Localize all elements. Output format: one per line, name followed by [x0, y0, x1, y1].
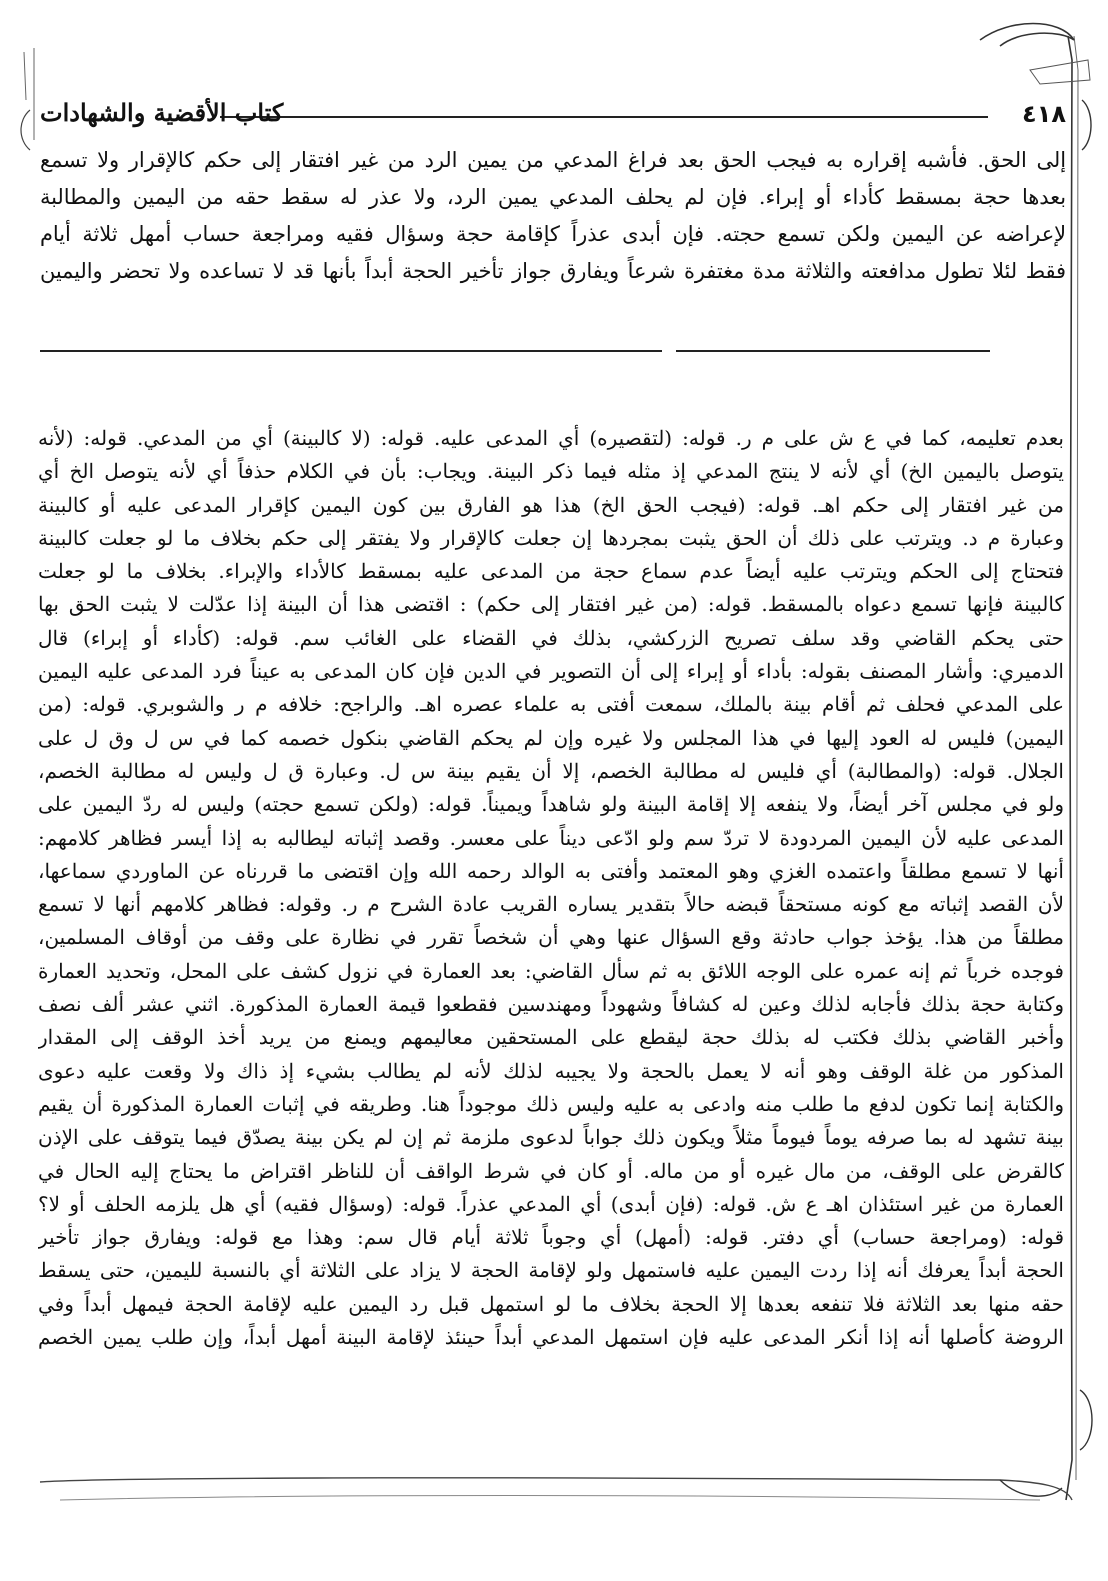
page-header	[40, 98, 1066, 138]
page-number: ٤١٨	[1022, 100, 1066, 128]
commentary-line: الجلال. قوله: (والمطالبة) أي فليس له مطالبة الخصم، إلا أن يقيم بينة س ل. وعبارة ق ل وليس له مطالبة الخصم،	[38, 758, 1064, 783]
commentary-line: وكتابة حجة بذلك فأجابه لذلك وعين له كشافاً وشهوداً ومهندسين فقطعوا قيمة العمارة المذكورة. اثني عشر ألف نصف	[38, 992, 1064, 1017]
commentary-line: حتى يحكم القاضي وقد سلف تصريح الزركشي، بذلك في القضاء على الغائب سم. قوله: (كأداء أو إبراء) قال	[38, 625, 1064, 650]
commentary-line: من غير افتقار إلى حكم اهـ. قوله: (فيجب الحق الخ) هذا هو الفارق بين كون اليمين كإقرار المدعى عليه أو كالبينة	[38, 492, 1064, 517]
commentary-line: والكتابة إنما تكون لدفع ما طلب منه وادعى به عليه وليس ذلك موجوداً هنا. وطريقه في إثبات العمارة المذكورة أن يقيم	[38, 1091, 1064, 1116]
commentary-line: حقه منها بعد الثلاثة فلا تنفعه بعدها إلا الحجة بخلاف ما لو استمهل قبل رد اليمين عليه لإقامة الحجة فيمهل أبداً وفي	[38, 1291, 1064, 1316]
commentary-line: على المدعي فحلف ثم أقام بينة بالملك، سمعت أفتى به علماء عصره اهـ. والراجح: خلافه م ر والشوبري. قوله: (من	[38, 692, 1064, 717]
commentary-line: الروضة كأصلها أنه إذا أنكر المدعى عليه فإن استمهل المدعي أبداً حينئذ لإقامة البينة أمهل أبداً، وإن طلب يمين الخصم	[38, 1325, 1064, 1350]
commentary-line: قوله: (ومراجعة حساب) أي دفتر. قوله: (أمهل) أي وجوباً ثلاثة أيام قال سم: وهذا مع قوله: ويفارق جواز تأخير	[38, 1225, 1064, 1250]
commentary-line: وأخبر القاضي بذلك فكتب له بذلك حجة ليقطع على المستحقين معاليمهم ويمنع من يريد أخذ الوقف إلى المقدار	[38, 1025, 1064, 1050]
commentary-line: المدعى عليه لأن اليمين المردودة لا تردّ سم ولو ادّعى ديناً على معسر. وقصد إثباته ليطالبه به إذا أيسر فظاهر كلامهم:	[38, 825, 1064, 850]
main-text-line: فقط لئلا تطول مدافعته والثلاثة مدة مغتفرة شرعاً ويفارق جواز تأخير الحجة أبداً بأنها قد لا تساعده ولا تحضر واليمين	[40, 259, 1066, 283]
commentary-line: يتوصل باليمين الخ) أي لأنه لا ينتج المدعي إذ مثله فيما ذكر البينة. ويجاب: بأن في الكلام حذفاً أي لأنه يتوصل الخ أي	[38, 459, 1064, 484]
commentary-line: ولو في مجلس آخر أيضاً، ولا ينفعه إلا إقامة البينة ولو شاهداً ويميناً. قوله: (ولكن تسمع حجته) وليس له ردّ اليمين على	[38, 792, 1064, 817]
commentary-text	[38, 422, 1064, 1354]
book-title: كتاب الأقضية والشهادات	[40, 98, 284, 127]
commentary-line: فتحتاج إلى الحكم ويترتب عليه أيضاً عدم سماع حجة من المدعى عليه بمسقط كالأداء والإبراء. بخلاف ما لو جعلت	[38, 559, 1064, 584]
commentary-line: الحجة أبداً يعرفك أنه إذا ردت اليمين عليه فاستمهل ولو لإقامة الحجة لا يزاد على الثلاثة أي بالنسبة لليمين، حتى يسقط	[38, 1258, 1064, 1283]
commentary-line: كالبينة فإنها تسمع دعواه بالمسقط. قوله: (من غير افتقار إلى حكم) : اقتضى هذا أن البينة إذا عدّلت لا يثبت الحق بها	[38, 592, 1064, 617]
commentary-line: بينة تشهد له بما صرفه يوماً فيوماً مثلاً ويكون ذلك جواباً لدعوى ملزمة ثم إن لم يكن بينة يصدّق فيما يتوقف على الإذن	[38, 1125, 1064, 1150]
main-text-line: لإعراضه عن اليمين ولكن تسمع حجته. فإن أبدى عذراً كإقامة حجة وسؤال فقيه ومراجعة حساب أمهل ثلاثة أيام	[40, 222, 1066, 246]
commentary-line: اليمين) فليس له العود إليها في هذا المجلس ولا غيره وإن لم يحكم القاضي بنكول خصمه كما في س ل وق ل على	[38, 725, 1064, 750]
header-rule	[220, 116, 988, 118]
commentary-line: أنها لا تسمع مطلقاً واعتمده الغزي وهو المعتمد وأفتى به الوالد رحمه الله وإن اقتضى ما قررناه عن الماوردي سماعها،	[38, 858, 1064, 883]
section-separator-right	[676, 350, 990, 352]
commentary-line: المذكور من غلة الوقف وهو أنه لا يعمل بالحجة ولا يجيبه لذلك لأنه لم يطالب بشيء إذ ذاك ولا وقعت عليه دعوى	[38, 1058, 1064, 1083]
section-separator-left	[40, 350, 662, 352]
main-text	[40, 142, 1066, 290]
commentary-line: الدميري: وأشار المصنف بقوله: بأداء أو إبراء إلى أن التصوير في الدين فإن كان المدعى به عيناً فرد المدعى عليه اليمين	[38, 659, 1064, 684]
main-text-line: بعدها حجة بمسقط كأداء أو إبراء. فإن لم يحلف المدعي يمين الرد، ولا عذر له سقط حقه من اليمين والمطالبة	[40, 185, 1066, 209]
commentary-line: وعبارة م د. ويترتب على ذلك أن الحق يثبت بمجردها إن جعلت كالإقرار ولا يفتقر إلى حكم بخلاف ما لو جعلت كالبينة	[38, 525, 1064, 550]
commentary-line: لأن القصد إثباته مع كونه مستحقاً قبضه حالاً بتقدير يساره القريب عادة الشرح م ر. وقوله: فظاهر كلامهم أنها لا تسمع	[38, 892, 1064, 917]
commentary-line: مطلقاً من هذا. يؤخذ جواب حادثة وقع السؤال عنها وهي أن شخصاً تقرر في نظارة على وقف من أوقاف المسلمين،	[38, 925, 1064, 950]
commentary-line: فوجده خرباً ثم إنه عمره على الوجه اللائق به ثم سأل القاضي: بعد العمارة في نزول كشف على المحل، وتحديد العمارة	[38, 958, 1064, 983]
commentary-line: كالقرض على الوقف، من مال غيره أو من ماله. أو كان في شرط الواقف أن للناظر اقتراض ما يحتاج إليه الحال في	[38, 1158, 1064, 1183]
commentary-line: بعدم تعليمه، كما في ع ش على م ر. قوله: (لتقصيره) أي المدعى عليه. قوله: (لا كالبينة) أي من المدعي. قوله: (لأنه	[38, 426, 1064, 450]
commentary-line: العمارة من غير استئذان اهـ ع ش. قوله: (فإن أبدى) أي المدعي عذراً. قوله: (وسؤال فقيه) أي هل يلزمه الحلف أو لا؟	[38, 1191, 1064, 1216]
main-text-line: إلى الحق. فأشبه إقراره به فيجب الحق بعد فراغ المدعي من يمين الرد من غير افتقار إلى حكم كالإقرار ولا تسمع	[40, 148, 1066, 172]
